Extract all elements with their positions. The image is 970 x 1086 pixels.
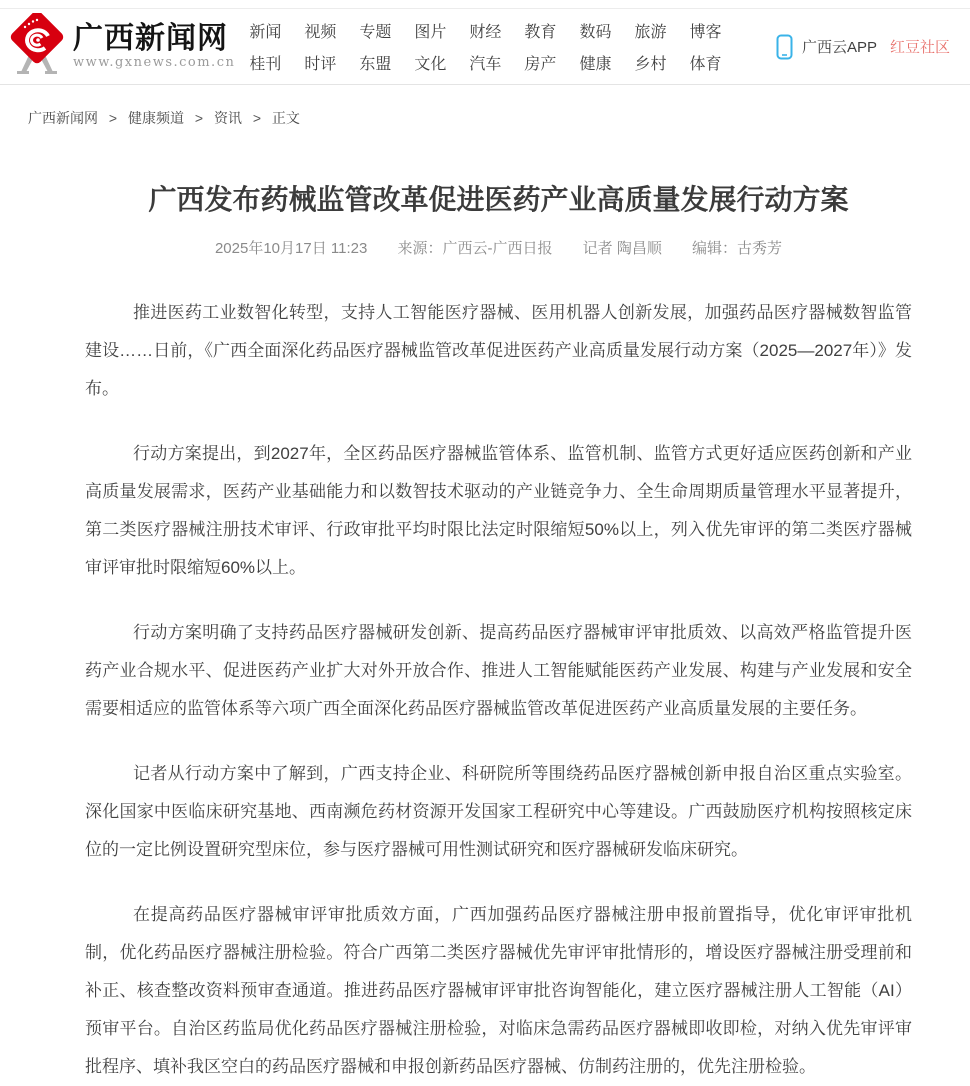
breadcrumb-separator: > [108, 110, 118, 126]
article [85, 182, 912, 1086]
hongdou-community-link[interactable]: 红豆社区 [889, 39, 950, 56]
article-paragraph: 行动方案提出，到2027年，全区药品医疗器械监管体系、监管机制、监管方式更好适应医药创新和产业高质量发展需求，医药产业基础能力和以数智技术驱动的产业链竞争力、全生命周期质量管理水平显著提升，第二类医疗器械注册技术审评、行政审批平均时限比法定时限缩短50%以上，列入优先审评的第二类医疗器械审评审批时限缩短60%以上。 [85, 444, 912, 578]
site-title: 广西新闻网 [73, 21, 228, 55]
article-source: 来源：广西云-广西日报 [397, 240, 553, 258]
breadcrumb-separator: > [252, 110, 262, 126]
breadcrumb-separator: > [194, 110, 204, 126]
article-paragraph: 记者从行动方案中了解到，广西支持企业、科研院所等围绕药品医疗器械创新申报自治区重点实验室。深化国家中医临床研究基地、西南濒危药材资源开发国家工程研究中心等建设。广西鼓励医疗机构按照核定床位的一定比例设置研究型床位，参与医疗器械可用性测试研究和医疗器械研发临床研究。 [85, 764, 912, 860]
nav-item-special[interactable]: 专题 [359, 24, 392, 41]
nav-item-education[interactable]: 教育 [524, 24, 557, 41]
article-meta [85, 237, 912, 258]
nav-item-blog[interactable]: 博客 [689, 24, 722, 41]
nav-item-digital[interactable]: 数码 [579, 24, 612, 41]
nav-item-asean[interactable]: 东盟 [359, 56, 392, 73]
article-title: 广西发布药械监管改革促进医药产业高质量发展行动方案 [148, 184, 849, 215]
breadcrumb-news[interactable]: 资讯 [213, 110, 242, 126]
top-divider [0, 0, 970, 9]
nav-item-video[interactable]: 视频 [304, 24, 337, 41]
breadcrumb-home[interactable]: 广西新闻网 [28, 110, 98, 126]
nav-item-finance[interactable]: 财经 [469, 24, 502, 41]
article-reporter: 记者 陶昌顺 [582, 240, 662, 258]
breadcrumb-health-channel[interactable]: 健康频道 [127, 110, 184, 126]
nav-item-sports[interactable]: 体育 [689, 56, 722, 73]
breadcrumb-current: 正文 [271, 110, 300, 126]
article-editor: 编辑：古秀芳 [692, 240, 783, 258]
nav-item-culture[interactable]: 文化 [414, 56, 447, 73]
nav-item-realestate[interactable]: 房产 [524, 56, 557, 73]
nav-item-rural[interactable]: 乡村 [634, 56, 667, 73]
header-right [776, 34, 956, 60]
main-nav [249, 19, 721, 74]
gxnews-logo-icon [8, 13, 66, 80]
nav-item-news[interactable]: 新闻 [249, 24, 282, 41]
phone-icon [776, 34, 793, 60]
gxy-app-link[interactable]: 广西云APP [801, 39, 877, 56]
publish-datetime: 2025年10月17日 11:23 [214, 240, 368, 258]
nav-item-guikan[interactable]: 桂刊 [249, 56, 282, 73]
nav-item-auto[interactable]: 汽车 [469, 56, 502, 73]
nav-item-pictures[interactable]: 图片 [414, 24, 447, 41]
article-paragraph: 推进医药工业数智化转型，支持人工智能医疗器械、医用机器人创新发展，加强药品医疗器械数智监管建设……日前，《广西全面深化药品医疗器械监管改革促进医药产业高质量发展行动方案（2025—2027年）》发布。 [85, 303, 912, 399]
nav-item-health[interactable]: 健康 [579, 56, 612, 73]
site-logo[interactable] [8, 13, 235, 80]
article-paragraph: 行动方案明确了支持药品医疗器械研发创新、提高药品医疗器械审评审批质效、以高效严格监管提升医药产业合规水平、促进医药产业扩大对外开放合作、推进人工智能赋能医药产业发展、构建与产业发展和安全需要相适应的监管体系等六项广西全面深化药品医疗器械监管改革促进医药产业高质量发展的主要任务。 [85, 623, 912, 719]
site-url: www.gxnews.com.cn [73, 55, 236, 71]
breadcrumb [0, 85, 970, 128]
nav-item-travel[interactable]: 旅游 [634, 24, 667, 41]
site-header [0, 9, 970, 85]
article-paragraph: 在提高药品医疗器械审评审批质效方面，广西加强药品医疗器械注册申报前置指导，优化审评审批机制，优化药品医疗器械注册检验。符合广西第二类医疗器械优先审评审批情形的，增设医疗器械注册受理前和补正、核查整改资料预审查通道。推进药品医疗器械审评审批咨询智能化，建立医疗器械注册人工智能（AI）预审平台。自治区药监局优化药品医疗器械注册检验，对临床急需药品医疗器械即收即检，对纳入优先审评审批程序、填补我区空白的药品医疗器械和申报创新药品医疗器械、仿制药注册的，优先注册检验。 [85, 905, 912, 1077]
article-body [85, 294, 912, 1086]
nav-item-commentary[interactable]: 时评 [304, 56, 337, 73]
